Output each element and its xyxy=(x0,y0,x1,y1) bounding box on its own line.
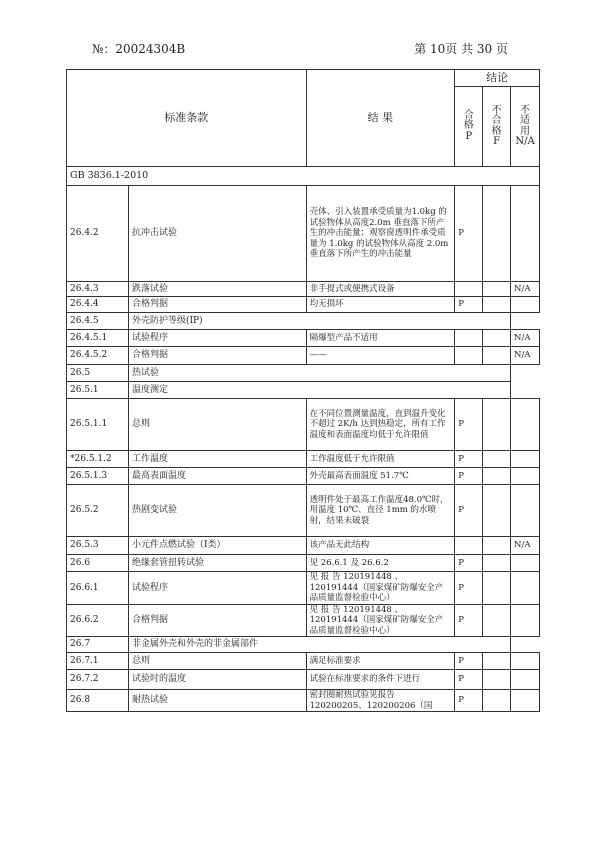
clause-cell: 26.4.5 xyxy=(67,313,129,330)
na-cell: N/A xyxy=(511,330,540,347)
result-cell: 均无损坏 xyxy=(306,297,455,313)
table-row xyxy=(67,555,540,572)
result-cell: 非手提式或便携式设备 xyxy=(306,282,455,297)
pass-cell xyxy=(455,537,483,555)
clause-cell: 26.4.5.2 xyxy=(67,347,129,365)
table-row xyxy=(67,670,540,690)
fail-cell xyxy=(483,555,511,572)
col-header-fail: 不 合 格 F xyxy=(483,87,511,167)
title-cell: 外壳防护等级(IP) xyxy=(128,313,510,330)
na-cell xyxy=(511,555,540,572)
clause-cell: 26.4.5.1 xyxy=(67,330,129,347)
result-cell: 试验在标准要求的条件下进行 xyxy=(306,670,455,690)
title-cell: 绝缘套管扭转试验 xyxy=(128,555,306,572)
clause-cell: 26.5.1.3 xyxy=(67,468,129,485)
title-cell: 合格判据 xyxy=(128,347,306,365)
na-cell xyxy=(511,186,540,282)
clause-cell: 26.5.1 xyxy=(67,382,129,399)
fail-cell xyxy=(483,399,511,451)
title-cell: 总则 xyxy=(128,399,306,451)
table-row xyxy=(67,313,540,330)
clause-cell: 26.7 xyxy=(67,637,129,653)
clause-cell: 26.5 xyxy=(67,365,129,382)
pass-cell: P xyxy=(455,186,483,282)
fail-cell xyxy=(483,670,511,690)
clause-cell: *26.5.1.2 xyxy=(67,451,129,468)
pass-cell: P xyxy=(455,670,483,690)
table-row xyxy=(67,537,540,555)
clause-cell: 26.4.3 xyxy=(67,282,129,297)
table-row xyxy=(67,690,540,712)
na-cell xyxy=(511,451,540,468)
clause-cell: 26.6.2 xyxy=(67,604,129,637)
pass-cell: P xyxy=(455,451,483,468)
result-cell: 见 报 告 120191448 、120191444（国家煤矿防爆安全产品质量监督检验中心） xyxy=(306,604,455,637)
table-row xyxy=(67,330,540,347)
pass-cell: P xyxy=(455,690,483,712)
clause-cell: 26.5.2 xyxy=(67,485,129,537)
pass-cell: P xyxy=(455,297,483,313)
result-cell: —— xyxy=(306,347,455,365)
table-row xyxy=(67,399,540,451)
na-cell xyxy=(511,653,540,670)
table-row xyxy=(67,347,540,365)
title-cell: 工作温度 xyxy=(128,451,306,468)
test-report-table xyxy=(66,69,540,712)
title-cell: 试验程序 xyxy=(128,330,306,347)
fail-cell xyxy=(483,347,511,365)
table-row xyxy=(67,637,540,653)
fail-cell xyxy=(483,572,511,605)
result-cell: 在不同位置测量温度，直到温升变化不超过 2K/h 达到热稳定，所有工作温度和表面温度均低于允许限值 xyxy=(306,399,455,451)
clause-cell: 26.4.2 xyxy=(67,186,129,282)
table-body xyxy=(67,186,540,712)
table-row xyxy=(67,485,540,537)
result-cell: 密封圈耐热试验见报告120200205、120200206（国 xyxy=(306,690,455,712)
fail-cell xyxy=(483,604,511,637)
fail-cell xyxy=(483,330,511,347)
fail-cell xyxy=(483,468,511,485)
na-cell xyxy=(511,604,540,637)
standard-row: GB 3836.1-2010 xyxy=(67,167,540,186)
pass-cell: P xyxy=(455,555,483,572)
col-header-pass: 合 格 P xyxy=(455,87,483,167)
clause-cell: 26.4.4 xyxy=(67,297,129,313)
title-cell: 热试验 xyxy=(128,365,510,382)
pass-cell: P xyxy=(455,653,483,670)
title-cell: 耐热试验 xyxy=(128,690,306,712)
fail-cell xyxy=(483,297,511,313)
pass-cell: P xyxy=(455,468,483,485)
result-cell: 透明件处于最高工作温度48.0℃时，用温度 10℃、直径 1mm 的水喷射，结果未破裂 xyxy=(306,485,455,537)
table-row xyxy=(67,604,540,637)
title-cell: 抗冲击试验 xyxy=(128,186,306,282)
title-cell: 试验程序 xyxy=(128,572,306,605)
table-row xyxy=(67,382,540,399)
clause-cell: 26.8 xyxy=(67,690,129,712)
table-row xyxy=(67,282,540,297)
na-cell xyxy=(511,572,540,605)
pass-cell: P xyxy=(455,399,483,451)
na-cell xyxy=(511,485,540,537)
title-cell: 合格判据 xyxy=(128,604,306,637)
result-cell: 满足标准要求 xyxy=(306,653,455,670)
na-cell xyxy=(511,468,540,485)
title-cell: 总则 xyxy=(128,653,306,670)
title-cell: 小元件点燃试验（Ⅰ类） xyxy=(128,537,306,555)
pass-cell: P xyxy=(455,572,483,605)
table-row xyxy=(67,653,540,670)
clause-cell: 26.5.1.1 xyxy=(67,399,129,451)
report-number: №：20024304B xyxy=(92,42,186,56)
clause-cell: 26.7.1 xyxy=(67,653,129,670)
table-row xyxy=(67,468,540,485)
clause-cell: 26.5.3 xyxy=(67,537,129,555)
title-cell: 热剧变试验 xyxy=(128,485,306,537)
result-cell: 见 报 告 120191448 、120191444（国家煤矿防爆安全产品质量监督检验中心） xyxy=(306,572,455,605)
fail-cell xyxy=(483,186,511,282)
title-cell: 合格判据 xyxy=(128,297,306,313)
result-cell: 工作温度低于允许限值 xyxy=(306,451,455,468)
na-cell xyxy=(511,297,540,313)
title-cell: 试验时的温度 xyxy=(128,670,306,690)
pass-cell xyxy=(455,282,483,297)
table-row xyxy=(67,365,540,382)
table-row xyxy=(67,186,540,282)
table-row xyxy=(67,297,540,313)
fail-cell xyxy=(483,690,511,712)
result-cell: 壳体、引入装置承受质量为1.0kg 的试验物体从高度2.0m 垂直落下所产生的冲击能量；观察窗透明件承受质量为 1.0kg 的试验物体从高度 2.0m 垂直落下所产生的冲击能量 xyxy=(306,186,455,282)
col-header-result: 结 果 xyxy=(306,70,455,167)
clause-cell: 26.7.2 xyxy=(67,670,129,690)
na-cell: N/A xyxy=(511,282,540,297)
title-cell: 非金属外壳和外壳的非金属部件 xyxy=(128,637,510,653)
fail-cell xyxy=(483,485,511,537)
na-cell xyxy=(511,399,540,451)
col-header-na: 不 适 用 N/A xyxy=(511,87,540,167)
title-cell: 最高表面温度 xyxy=(128,468,306,485)
result-cell: 该产品无此结构 xyxy=(306,537,455,555)
table-row xyxy=(67,572,540,605)
clause-cell: 26.6 xyxy=(67,555,129,572)
pass-cell xyxy=(455,330,483,347)
page-indicator: 第 10页 共 30 页 xyxy=(414,42,508,56)
na-cell xyxy=(511,690,540,712)
na-cell: N/A xyxy=(511,347,540,365)
result-cell: 外壳最高表面温度 51.7℃ xyxy=(306,468,455,485)
col-header-conclusion: 结论 xyxy=(455,70,540,87)
title-cell: 跌落试验 xyxy=(128,282,306,297)
fail-cell xyxy=(483,653,511,670)
result-cell: 隔爆型产品不适用 xyxy=(306,330,455,347)
na-cell xyxy=(511,670,540,690)
fail-cell xyxy=(483,282,511,297)
pass-cell: P xyxy=(455,604,483,637)
pass-cell: P xyxy=(455,485,483,537)
pass-cell xyxy=(455,347,483,365)
col-header-clause: 标准条款 xyxy=(67,70,307,167)
clause-cell: 26.6.1 xyxy=(67,572,129,605)
table-row xyxy=(67,451,540,468)
fail-cell xyxy=(483,451,511,468)
title-cell: 温度测定 xyxy=(128,382,510,399)
na-cell: N/A xyxy=(511,537,540,555)
fail-cell xyxy=(483,537,511,555)
result-cell: 见 26.6.1 及 26.6.2 xyxy=(306,555,455,572)
